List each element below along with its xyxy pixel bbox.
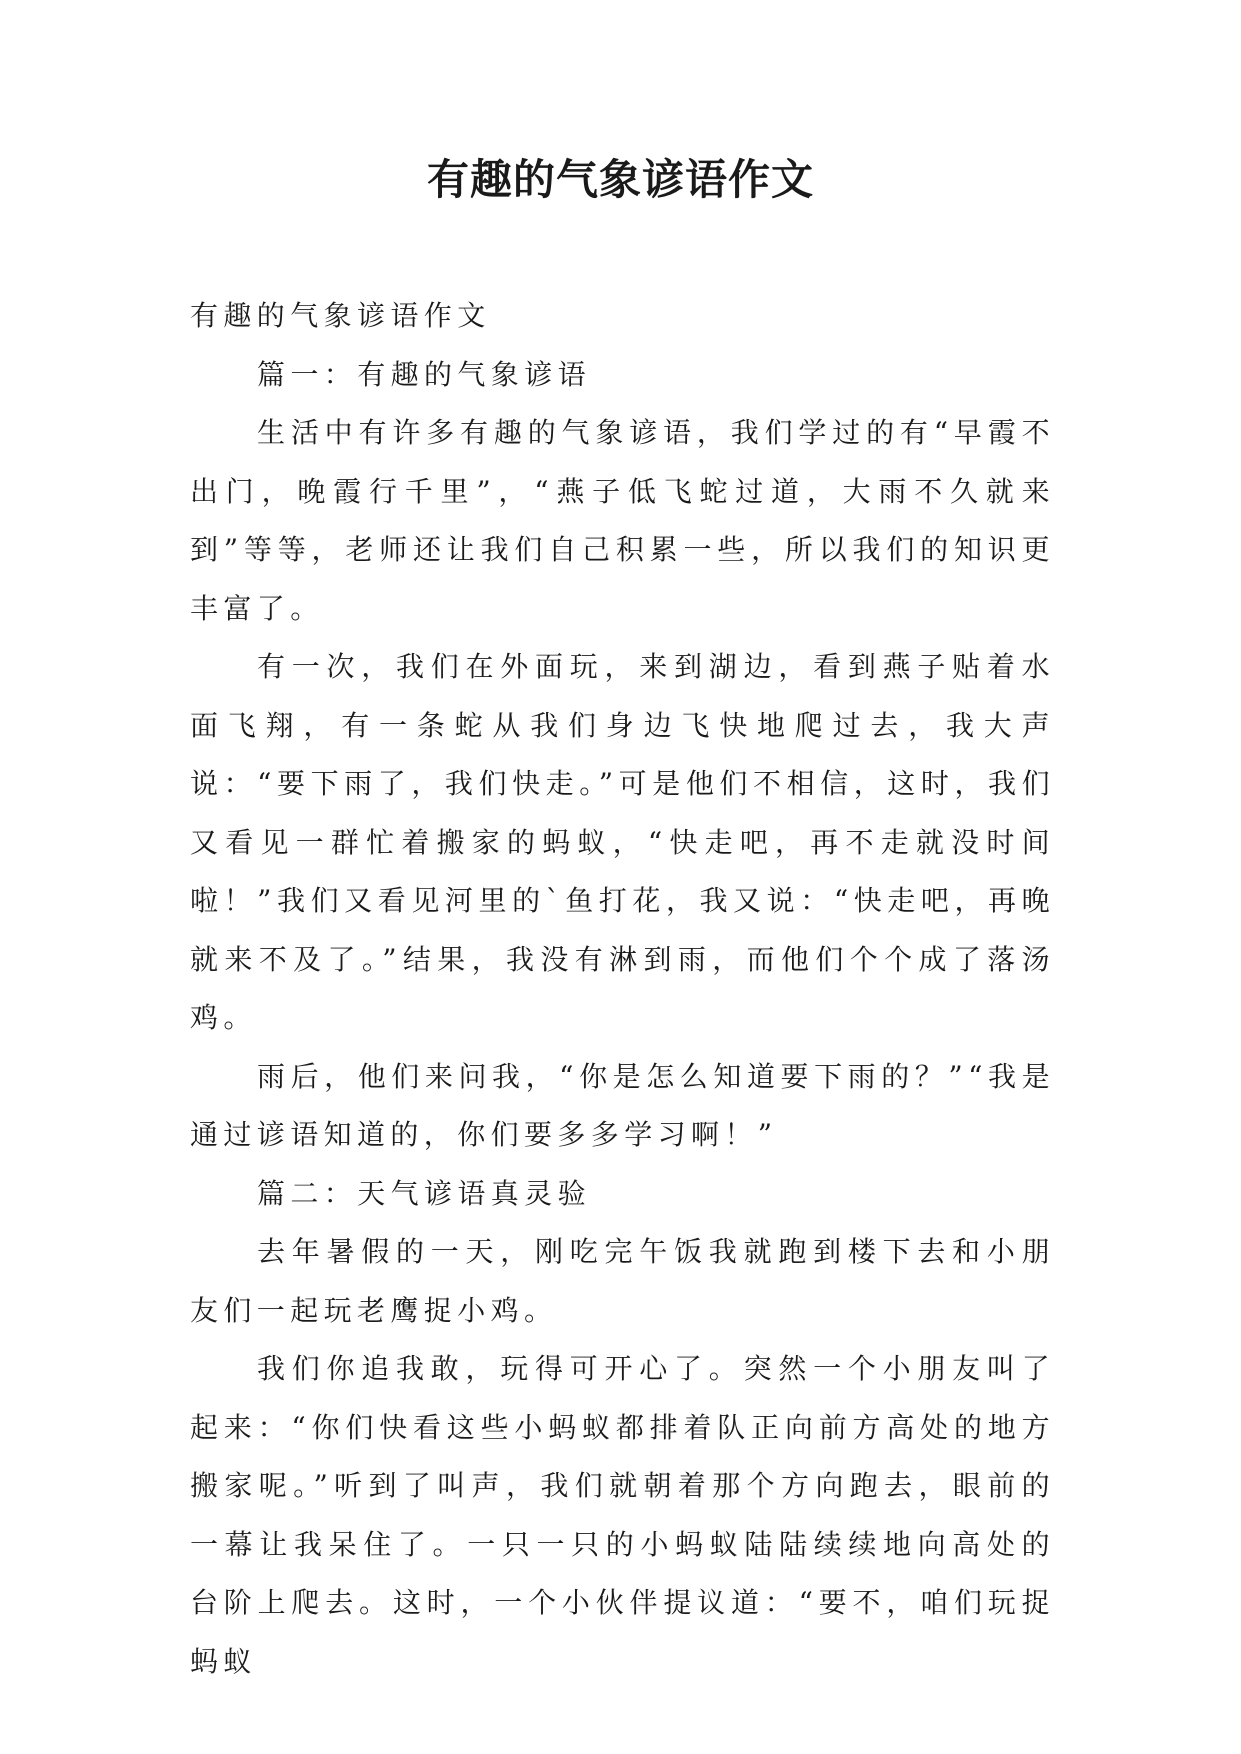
document-title: 有趣的气象谚语作文: [426, 155, 814, 204]
body-paragraph: 生活中有许多有趣的气象谚语，我们学过的有“早霞不出门，晚霞行千里”，“燕子低飞蛇过道，大雨不久就来到”等等，老师还让我们自己积累一些，所以我们的知识更丰富了。: [190, 416, 1055, 625]
section-heading: 篇一：有趣的气象谚语: [257, 357, 592, 391]
section-heading: 篇二：天气谚语真灵验: [257, 1176, 592, 1210]
body-paragraph: 有趣的气象谚语作文: [190, 299, 491, 332]
document-body: [190, 287, 1055, 1691]
body-paragraph: 我们你追我敢，玩得可开心了。突然一个小朋友叫了起来：“你们快看这些小蚂蚁都排着队正向前方高处的地方搬家呢。”听到了叫声，我们就朝着那个方向跑去，眼前的一幕让我呆住了。一只一只的小蚂蚁陆陆续续地向高处的台阶上爬去。这时，一个小伙伴提议道：“要不，咱们玩捉蚂蚁: [190, 1352, 1055, 1678]
body-paragraph: 雨后，他们来问我，“你是怎么知道要下雨的？”“我是通过谚语知道的，你们要多多学习啊！”: [190, 1059, 1055, 1151]
body-paragraph: 去年暑假的一天，刚吃完午饭我就跑到楼下去和小朋友们一起玩老鹰捉小鸡。: [190, 1235, 1055, 1327]
body-paragraph: 有一次，我们在外面玩，来到湖边，看到燕子贴着水面飞翔，有一条蛇从我们身边飞快地爬过去，我大声说：“要下雨了，我们快走。”可是他们不相信，这时，我们又看见一群忙着搬家的蚂蚁，“快走吧，再不走就没时间啦！”我们又看见河里的`鱼打花，我又说：“快走吧，再晚就来不及了。”结果，我没有淋到雨，而他们个个成了落汤鸡。: [190, 650, 1055, 1034]
